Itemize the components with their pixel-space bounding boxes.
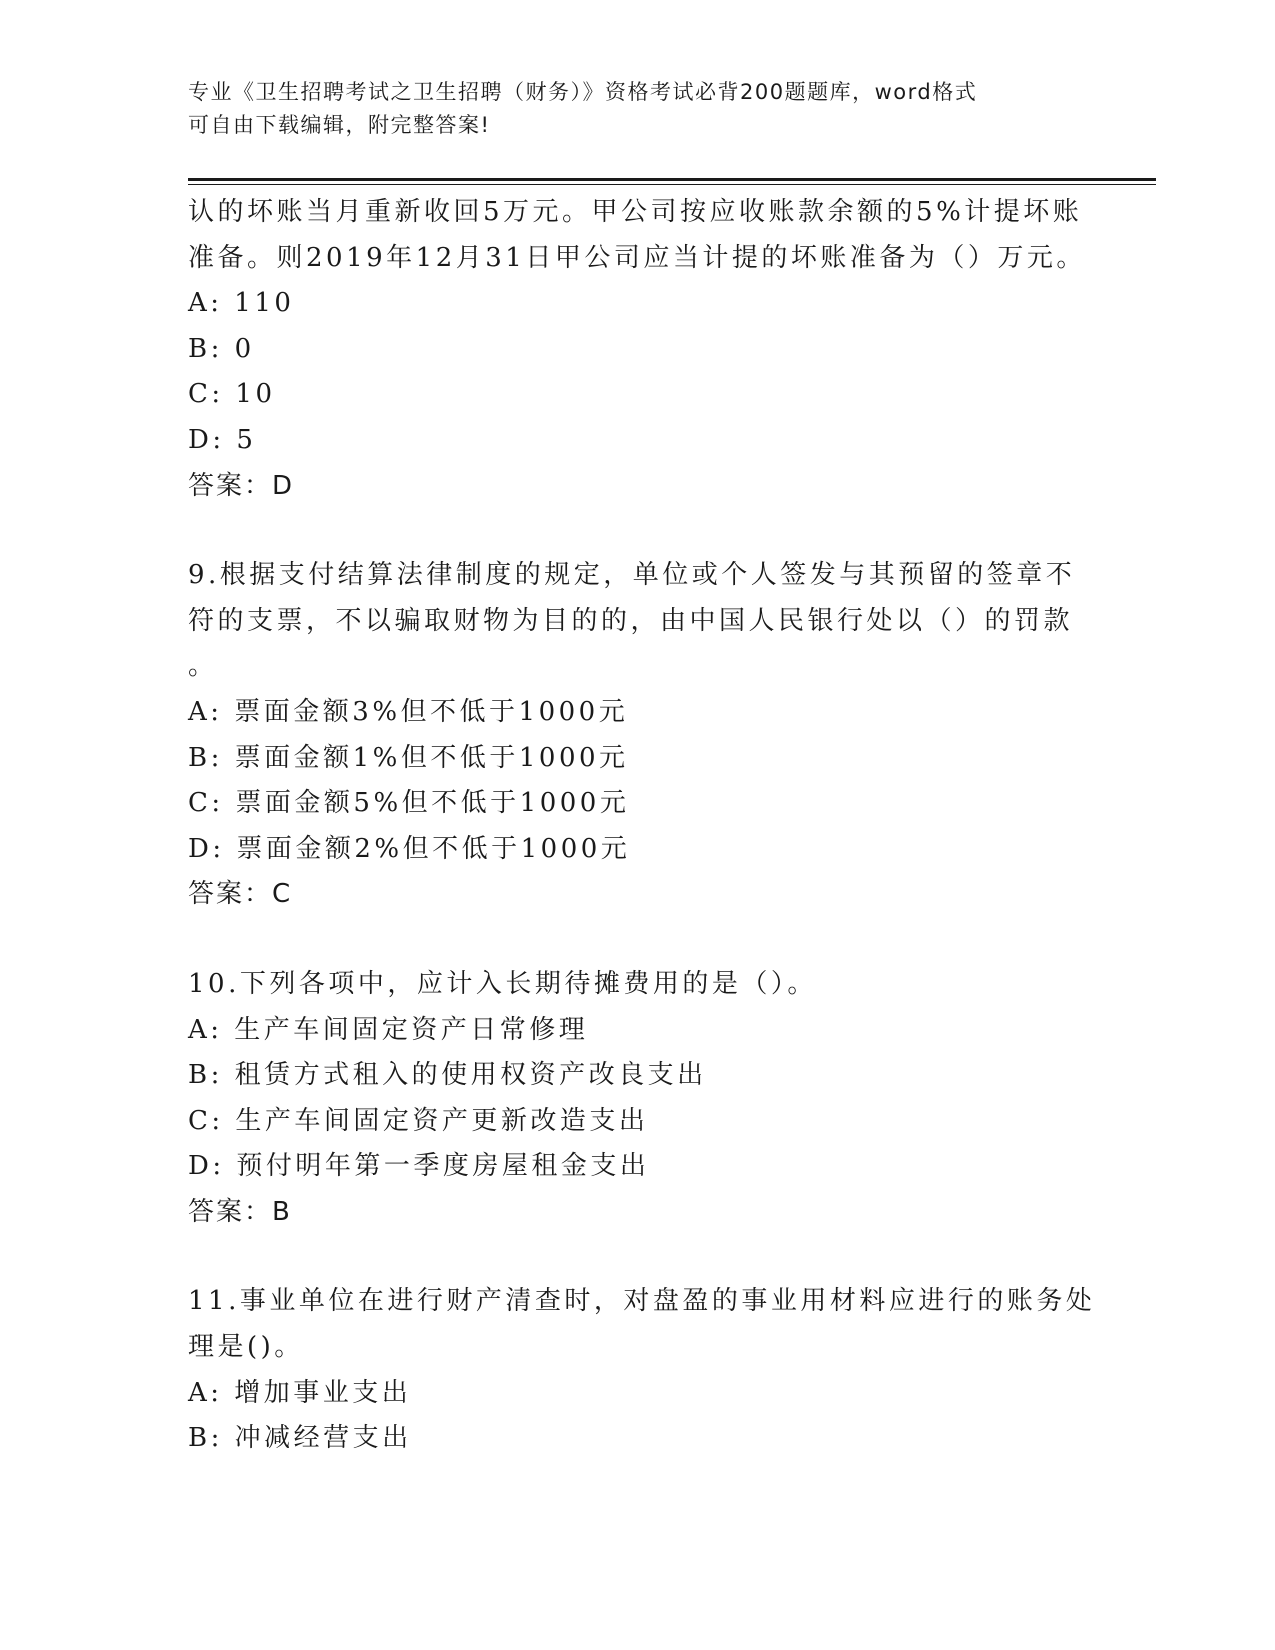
question-continuation	[188, 190, 1088, 509]
header-title-line-2: 可自由下载编辑，附完整答案!	[188, 113, 491, 137]
question-9	[188, 553, 1088, 918]
option-d: D: 5	[188, 424, 257, 455]
question-text-line: 9.根据支付结算法律制度的规定，单位或个人签发与其预留的签章不	[188, 560, 1076, 591]
question-spacer	[188, 918, 1088, 962]
question-text-line: 。	[188, 651, 218, 682]
option-c: C: 生产车间固定资产更新改造支出	[188, 1105, 649, 1136]
question-spacer	[188, 1235, 1088, 1279]
header-title-line-1: 专业《卫生招聘考试之卫生招聘（财务）》资格考试必背200题题库，word格式	[188, 80, 978, 104]
option-b: B: 0	[188, 333, 255, 364]
option-a: A: 增加事业支出	[188, 1377, 412, 1408]
question-10	[188, 962, 1088, 1236]
header-rule-thick	[188, 178, 1156, 181]
question-text-line: 认的坏账当月重新收回5万元。甲公司按应收账款余额的5%计提坏账	[188, 197, 1083, 227]
option-d: D: 预付明年第一季度房屋租金支出	[188, 1151, 650, 1182]
answer-line: 答案：B	[188, 1196, 292, 1227]
answer-line: 答案：C	[188, 879, 293, 910]
document-header	[188, 76, 1068, 142]
option-b: B: 租赁方式租入的使用权资产改良支出	[188, 1060, 707, 1091]
option-c: C: 票面金额5%但不低于1000元	[188, 788, 630, 819]
question-text-line: 10.下列各项中，应计入长期待摊费用的是（）。	[188, 968, 817, 999]
question-text-line: 准备。则2019年12月31日甲公司应当计提的坏账准备为（）万元。	[188, 242, 1086, 273]
question-content	[188, 190, 1096, 1462]
option-d: D: 票面金额2%但不低于1000元	[188, 833, 631, 864]
option-a: A: 票面金额3%但不低于1000元	[188, 696, 629, 727]
question-text-line: 符的支票，不以骗取财物为目的的，由中国人民银行处以（）的罚款	[188, 605, 1074, 636]
question-text-line: 理是()。	[188, 1332, 304, 1363]
question-text-line: 11.事业单位在进行财产清查时，对盘盈的事业用材料应进行的账务处	[188, 1286, 1096, 1317]
option-a: A: 110	[188, 288, 295, 319]
option-b: B: 票面金额1%但不低于1000元	[188, 742, 629, 773]
option-b: B: 冲减经营支出	[188, 1423, 412, 1454]
option-c: C: 10	[188, 379, 276, 410]
question-11	[188, 1279, 1096, 1461]
header-rule-thin	[188, 184, 1156, 185]
answer-line: 答案：D	[188, 470, 295, 501]
option-a: A: 生产车间固定资产日常修理	[188, 1014, 589, 1045]
question-spacer	[188, 509, 1088, 553]
